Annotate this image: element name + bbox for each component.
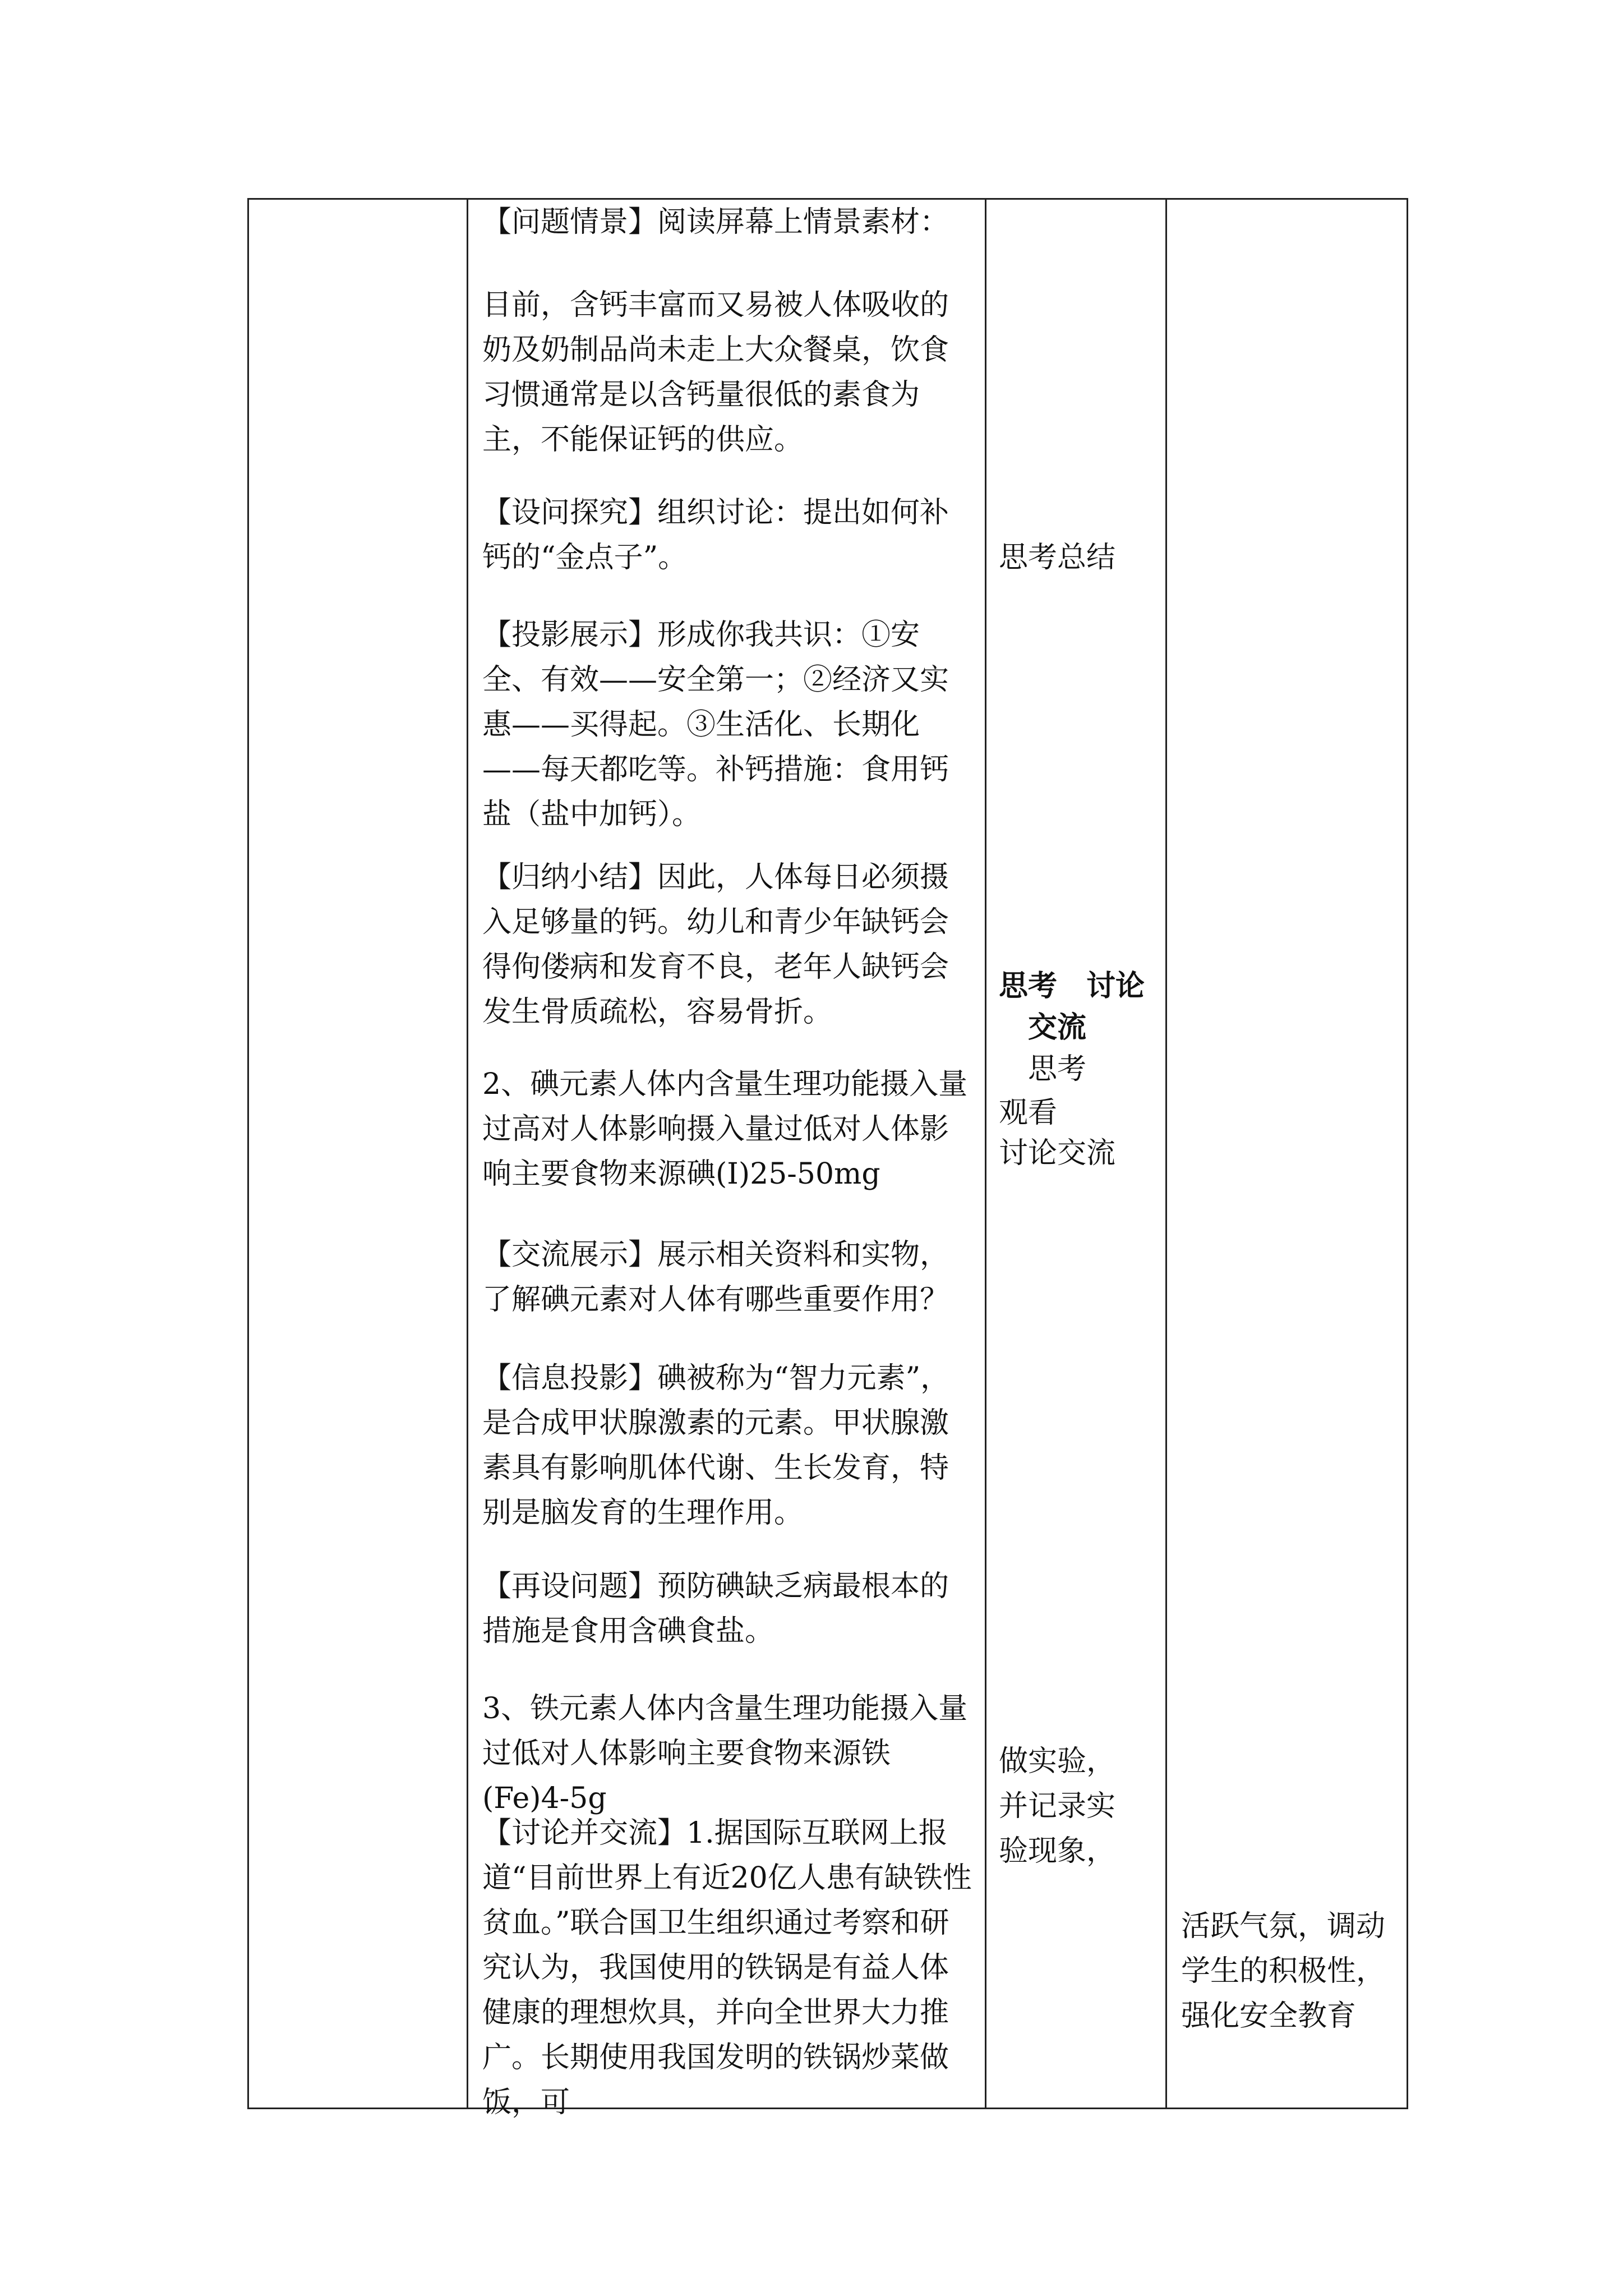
- student-think-summarize: 思考总结: [999, 541, 1116, 574]
- student-activity-cell: [999, 200, 1161, 2107]
- student-do-experiment: 做实验，并记录实验现象，: [999, 1745, 1116, 1868]
- paragraph-calcium-background: 目前，含钙丰富而又易被人体吸收的奶及奶制品尚未走上大众餐桌，饮食习惯通常是以含钙量很低的素食为主，不能保证钙的供应。: [482, 288, 949, 457]
- paragraph-follow-up-question: 【再设问题】预防碘缺乏病最根本的措施是食用含碘食盐。: [482, 1570, 949, 1648]
- paragraph-exchange-display: 【交流展示】展示相关资料和实物，了解碘元素对人体有哪些重要作用？: [482, 1238, 949, 1317]
- intent-atmosphere: 活跃气氛，调动学生的积极性，强化安全教育: [1181, 1910, 1386, 2033]
- student-watch: 观看: [999, 1096, 1058, 1130]
- paragraph-summary: 【归纳小结】因此，人体每日必须摄入足够量的钙。幼儿和青少年缺钙会得佝偻病和发育不良，老年人缺钙会发生骨质疏松，容易骨折。: [482, 861, 949, 1029]
- paragraph-info-projection: 【信息投影】碘被称为“智力元素”，是合成甲状腺激素的元素。甲状腺激素具有影响肌体代谢、生长发育，特别是脑发育的生理作用。: [482, 1361, 950, 1530]
- student-think: 思考: [1028, 1052, 1087, 1086]
- teacher-activity-cell: [482, 200, 976, 2119]
- paragraph-iron-element: 3、铁元素人体内含量生理功能摄入量过低对人体影响主要食物来源铁(Fe)4-5g: [482, 1692, 968, 1815]
- student-discuss-exchange: 讨论交流: [999, 1137, 1116, 1170]
- stage-cell: [249, 200, 465, 2108]
- column-divider-3: [1165, 200, 1167, 2108]
- student-think-discuss: 思考 讨论: [999, 969, 1145, 1003]
- column-divider-1: [467, 200, 468, 2108]
- student-exchange: 交流: [1028, 1010, 1087, 1045]
- paragraph-iodine-element: 2、碘元素人体内含量生理功能摄入量过高对人体影响摄入量过低对人体影响主要食物来源碘(I)25-50mg: [482, 1068, 968, 1191]
- column-divider-2: [985, 200, 986, 2108]
- paragraph-problem-scenario: 【问题情景】阅读屏幕上情景素材：: [482, 205, 949, 239]
- paragraph-inquiry-question: 【设问探究】组织讨论：提出如何补钙的“金点子”。: [482, 496, 949, 574]
- design-intent-cell: [1181, 200, 1400, 2107]
- paragraph-projection-display: 【投影展示】形成你我共识：①安全、有效——安全第一；②经济又实惠——买得起。③生活化、长期化——每天都吃等。补钙措施：食用钙盐（盐中加钙）。: [482, 618, 949, 831]
- paragraph-discussion-exchange: 【讨论并交流】1.据国际互联网上报道“目前世界上有近20亿人患有缺铁性贫血。”联合国卫生组织通过考察和研究认为，我国使用的铁锅是有益人体健康的理想炊具，并向全世界大力推广。长期使用我国发明的铁锅炒菜做饭，可: [482, 1816, 972, 2119]
